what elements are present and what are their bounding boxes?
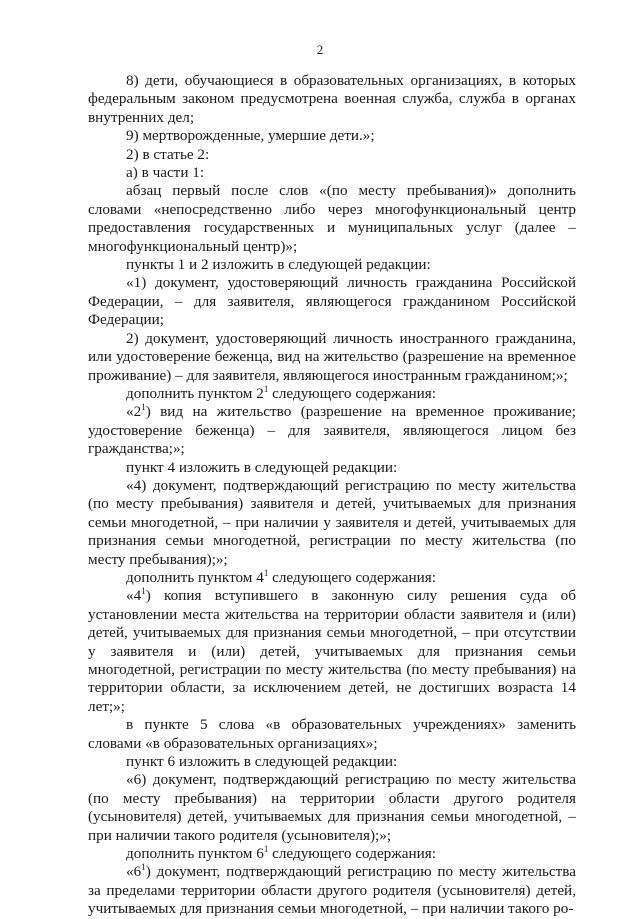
paragraph [88,845,576,863]
superscript-index: 1 [263,567,269,578]
paragraph: пункт 4 изложить в следующей редакции: [126,458,398,476]
paragraph-text: следующего содержания: [268,384,436,402]
paragraph-text: дополнить пунктом 2 [126,384,264,402]
paragraph-text: дополнить пунктом 6 [126,845,264,863]
paragraph: «6) документ, подтверждающий регистрацию по месту жительства (по месту пребывания) на территории области другого родителя (усыновителя) детей, учитываемых для признания семьи многодетной, – при наличии такого родителя (усыновителя);»; [88,771,576,844]
superscript-index: 1 [141,862,146,873]
paragraph [88,403,576,458]
paragraph-text: ) вид на жительство (разрешение на временное проживание; удостоверение беженца) – для заявителя, являющегося лицом без гражданства;»; [88,403,576,458]
paragraph-text: следующего содержания: [268,845,436,863]
paragraph-text: следующего содержания: [268,568,436,586]
paragraph: 2) в статье 2: [126,145,210,163]
paragraph: «4) документ, подтверждающий регистрацию по месту жительства (по месту пребывания) заявителя и детей, учитываемых для признания семьи многодетной, – при наличии у заявителя и детей, учитываемых для признания семьи многодетной, регистрации по месту жительства (по месту пребывания);»; [88,476,576,568]
page-number: 2 [316,42,324,57]
paragraph [88,587,576,716]
paragraph-text: ) документ, подтверждающий регистрацию по месту жительства за пределами территории области другого родителя (усыновителя) детей, учитываемых для признания семьи многодетной, – при наличии такого ро- [88,863,576,918]
paragraph-text: «4 [126,587,142,605]
superscript-index: 1 [263,844,269,854]
paragraph-text: «6 [126,863,142,881]
paragraph: 2) документ, удостоверяющий личность иностранного гражданина, или удостоверение беженца, вид на жительство (разрешение на временное проживание) – для заявителя, являющегося иностранным гражданином;»; [88,329,576,384]
paragraph-text: дополнить пунктом 4 [126,568,264,586]
paragraph: абзац первый после слов «(по месту пребывания)» дополнить словами «непосредственно либо через многофункциональный центр предоставления государственных и муниципальных услуг (далее – многофункциональный центр)»; [88,182,576,255]
paragraph: 8) дети, обучающиеся в образовательных организациях, в которых федеральным законом предусмотрена военная служба, служба в органах внутренних дел; [88,72,576,126]
document-body [88,72,576,919]
paragraph: в пункте 5 слова «в образовательных учреждениях» заменить словами «в образовательных организациях»; [88,716,576,752]
superscript-index: 1 [263,383,269,394]
paragraph-text: «2 [126,403,142,421]
paragraph: пункты 1 и 2 изложить в следующей редакции: [126,256,431,274]
superscript-index: 1 [141,586,146,597]
paragraph [88,569,576,587]
paragraph-text: ) копия вступившего в законную силу решения суда об установлении места жительства на территории области заявителя и (или) детей, учитываемых для признания семьи многодетной, – при отсутствии у заявителя и (или) детей, учитываемых для признания семьи многодетной, регистрации по месту жительства (по месту пребывания) на территории области, за исключением детей, не достигших возраста 14 лет;»; [88,587,576,715]
paragraph [88,385,576,403]
paragraph [88,863,576,918]
superscript-index: 1 [141,402,146,413]
paragraph: 9) мертворожденные, умершие дети.»; [126,127,375,145]
paragraph: «1) документ, удостоверяющий личность гражданина Российской Федерации, – для заявителя, являющегося гражданином Российской Федерации; [88,274,576,329]
paragraph: пункт 6 изложить в следующей редакции: [126,753,398,771]
paragraph: а) в части 1: [126,164,205,182]
